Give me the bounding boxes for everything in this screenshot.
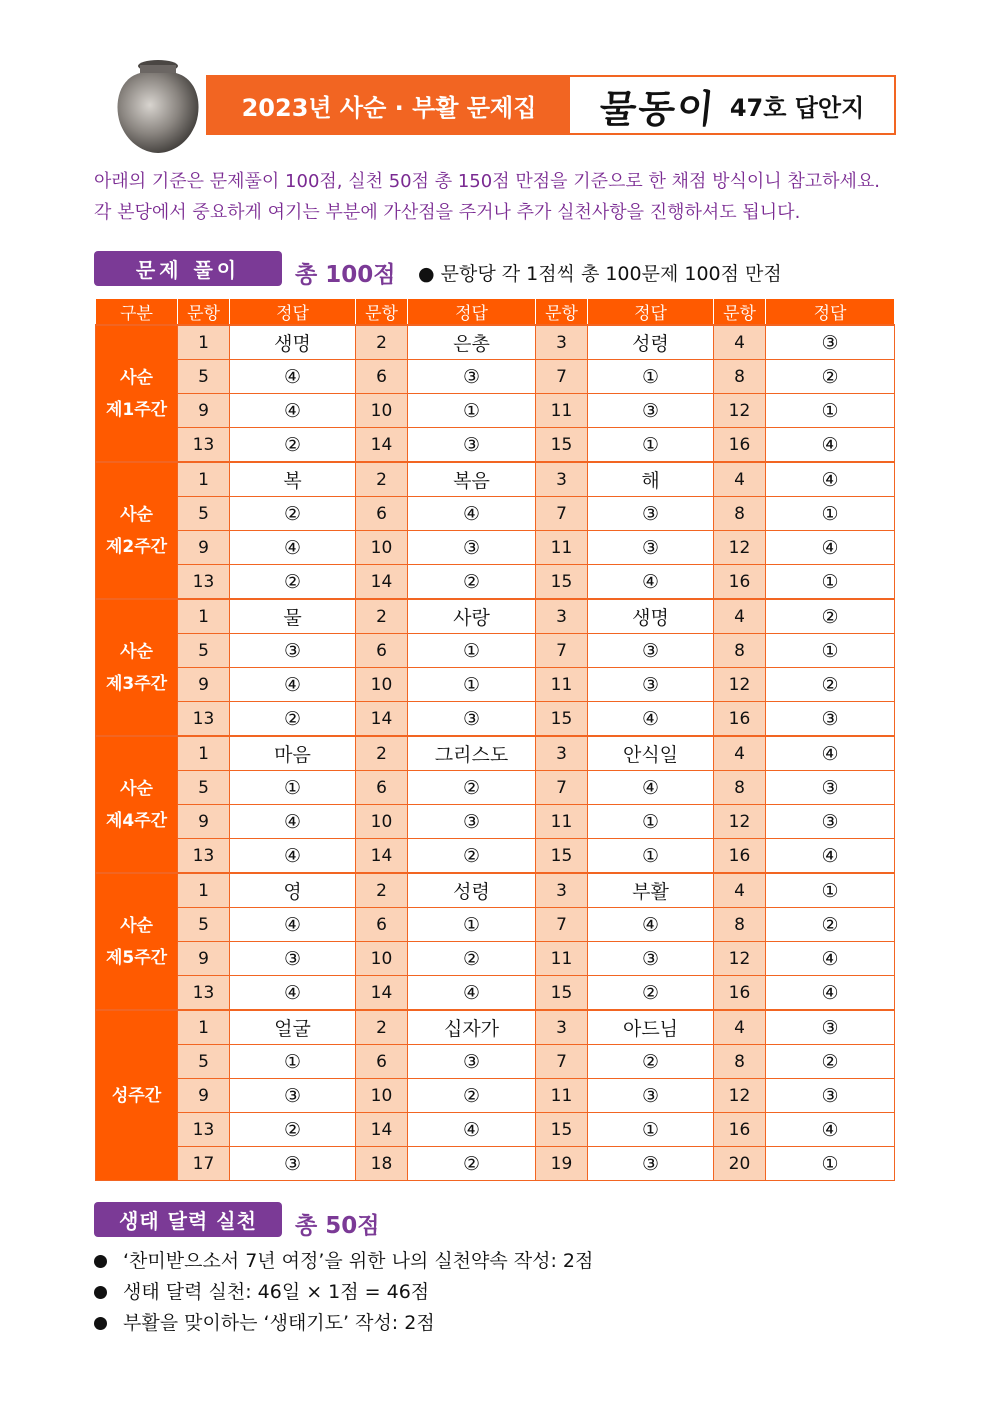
table-row (96, 942, 895, 976)
question-number: 7 (536, 771, 588, 805)
table-header-cell: 정답 (230, 299, 356, 326)
question-number: 9 (178, 1079, 230, 1113)
answer-cell: ④ (408, 497, 536, 531)
answer-cell: ③ (230, 634, 356, 668)
question-number: 7 (536, 497, 588, 531)
answer-cell: ③ (588, 531, 714, 565)
question-number: 6 (356, 908, 408, 942)
question-number: 8 (714, 1045, 766, 1079)
question-number: 2 (356, 599, 408, 634)
question-number: 2 (356, 325, 408, 360)
table-header-cell: 문항 (536, 299, 588, 326)
section-practice-label: 생태 달력 실천 (94, 1202, 282, 1237)
question-number: 3 (536, 1010, 588, 1045)
question-number: 6 (356, 771, 408, 805)
answer-cell: ④ (766, 736, 895, 771)
question-number: 14 (356, 702, 408, 737)
answer-cell: 안식일 (588, 736, 714, 771)
answer-cell: ④ (230, 976, 356, 1011)
question-number: 11 (536, 942, 588, 976)
table-header-cell: 구분 (96, 299, 178, 326)
answer-cell: ② (766, 599, 895, 634)
answer-cell: ① (588, 839, 714, 874)
answer-cell: ③ (408, 1045, 536, 1079)
table-row (96, 1113, 895, 1147)
intro-text (94, 166, 894, 228)
question-number: 13 (178, 428, 230, 463)
answer-cell: ④ (588, 702, 714, 737)
answer-cell: 영 (230, 873, 356, 908)
answer-cell: 그리스도 (408, 736, 536, 771)
answer-cell: ③ (588, 668, 714, 702)
question-number: 12 (714, 394, 766, 428)
table-row (96, 1010, 895, 1045)
answer-cell: ① (766, 565, 895, 600)
table-header-cell: 정답 (766, 299, 895, 326)
answer-cell: 얼굴 (230, 1010, 356, 1045)
answer-cell: ③ (408, 360, 536, 394)
answer-cell: ① (588, 1113, 714, 1147)
question-number: 9 (178, 805, 230, 839)
answer-table (95, 298, 895, 1181)
answer-cell: ① (408, 634, 536, 668)
answer-cell: 성령 (588, 325, 714, 360)
practice-bullets (94, 1246, 593, 1339)
group-label-line: 사순 (120, 778, 153, 799)
question-number: 14 (356, 565, 408, 600)
answer-cell: ④ (766, 531, 895, 565)
question-number: 15 (536, 565, 588, 600)
question-number: 10 (356, 668, 408, 702)
question-number: 14 (356, 839, 408, 874)
question-number: 4 (714, 873, 766, 908)
table-row (96, 702, 895, 737)
question-number: 1 (178, 736, 230, 771)
question-number: 4 (714, 462, 766, 497)
answer-cell: ④ (766, 1113, 895, 1147)
question-number: 18 (356, 1147, 408, 1181)
answer-cell: ③ (766, 325, 895, 360)
question-number: 13 (178, 1113, 230, 1147)
answer-cell: ③ (408, 805, 536, 839)
question-number: 10 (356, 394, 408, 428)
question-number: 1 (178, 325, 230, 360)
question-number: 11 (536, 531, 588, 565)
answer-cell: ③ (230, 1079, 356, 1113)
table-header-cell: 문항 (356, 299, 408, 326)
jar-illustration (112, 57, 204, 155)
intro-line-2: 각 본당에서 중요하게 여기는 부분에 가산점을 주거나 추가 실천사항을 진행하셔도 됩니다. (94, 202, 801, 223)
question-number: 5 (178, 497, 230, 531)
answer-cell: ③ (230, 942, 356, 976)
answer-cell: ① (766, 634, 895, 668)
question-number: 7 (536, 360, 588, 394)
answer-cell: ① (588, 428, 714, 463)
answer-cell: ④ (408, 1113, 536, 1147)
bullet-text: ‘찬미받으소서 7년 여정’을 위한 나의 실천약속 작성: 2점 (123, 1250, 594, 1272)
question-number: 12 (714, 942, 766, 976)
group-label-line: 제4주간 (105, 810, 168, 831)
question-number: 6 (356, 360, 408, 394)
answer-cell: ④ (766, 976, 895, 1011)
answer-cell: ③ (408, 531, 536, 565)
answer-cell: 십자가 (408, 1010, 536, 1045)
question-number: 16 (714, 565, 766, 600)
answer-cell: ④ (766, 428, 895, 463)
question-number: 10 (356, 531, 408, 565)
intro-line-1: 아래의 기준은 문제풀이 100점, 실천 50점 총 150점 만점을 기준으로 한 채점 방식이니 참고하세요. (94, 171, 881, 192)
answer-cell: ① (766, 394, 895, 428)
bullet-text: 생태 달력 실천: 46일 × 1점 = 46점 (123, 1281, 430, 1303)
question-number: 12 (714, 1079, 766, 1113)
question-number: 6 (356, 634, 408, 668)
answer-cell: 은총 (408, 325, 536, 360)
table-row (96, 771, 895, 805)
table-header-cell: 문항 (178, 299, 230, 326)
table-row (96, 394, 895, 428)
table-row (96, 428, 895, 463)
answer-cell: ④ (588, 908, 714, 942)
table-row (96, 325, 895, 360)
question-number: 16 (714, 976, 766, 1011)
answer-cell: ② (230, 565, 356, 600)
question-number: 4 (714, 736, 766, 771)
question-number: 2 (356, 1010, 408, 1045)
question-number: 19 (536, 1147, 588, 1181)
table-header-cell: 문항 (714, 299, 766, 326)
section-quiz-label: 문제 풀이 (94, 251, 282, 286)
bullet-text: 부활을 맞이하는 ‘생태기도’ 작성: 2점 (123, 1312, 435, 1334)
answer-cell: ④ (230, 360, 356, 394)
answer-cell: ④ (230, 668, 356, 702)
answer-cell: ② (408, 771, 536, 805)
answer-cell: ③ (766, 805, 895, 839)
answer-cell: ② (766, 668, 895, 702)
answer-cell: ② (408, 942, 536, 976)
question-number: 5 (178, 908, 230, 942)
question-number: 8 (714, 634, 766, 668)
group-label-line: 제3주간 (105, 673, 168, 694)
question-number: 15 (536, 702, 588, 737)
answer-cell: ③ (766, 771, 895, 805)
group-label-line: 제2주간 (105, 536, 168, 557)
group-label (96, 462, 178, 599)
bullet-dot-icon (94, 1255, 107, 1268)
question-number: 7 (536, 634, 588, 668)
answer-cell: ④ (766, 462, 895, 497)
answer-cell: ① (230, 771, 356, 805)
question-number: 20 (714, 1147, 766, 1181)
answer-cell: ② (766, 908, 895, 942)
question-number: 4 (714, 325, 766, 360)
answer-cell: 아드님 (588, 1010, 714, 1045)
answer-cell: ③ (588, 1079, 714, 1113)
question-number: 14 (356, 1113, 408, 1147)
group-label (96, 325, 178, 462)
table-row (96, 1079, 895, 1113)
group-label-line: 사순 (120, 915, 153, 936)
section-quiz-total: 총 100점 (295, 262, 396, 288)
table-header-row (96, 299, 895, 326)
answer-cell: ④ (230, 839, 356, 874)
question-number: 2 (356, 462, 408, 497)
table-row (96, 1147, 895, 1181)
question-number: 4 (714, 1010, 766, 1045)
header-title: 2023년 사순 · 부활 문제집 (208, 77, 570, 133)
question-number: 6 (356, 497, 408, 531)
table-row (96, 873, 895, 908)
question-number: 13 (178, 565, 230, 600)
question-number: 5 (178, 1045, 230, 1079)
question-number: 15 (536, 976, 588, 1011)
answer-cell: ③ (766, 702, 895, 737)
answer-cell: ④ (230, 908, 356, 942)
section-practice-total: 총 50점 (295, 1213, 380, 1239)
answer-cell: ① (230, 1045, 356, 1079)
group-label (96, 736, 178, 873)
question-number: 10 (356, 942, 408, 976)
answer-cell: ① (766, 1147, 895, 1181)
answer-cell: ③ (408, 702, 536, 737)
answer-cell: 생명 (230, 325, 356, 360)
question-number: 11 (536, 805, 588, 839)
group-label (96, 1010, 178, 1181)
issue-label: 47호 답안지 (729, 93, 865, 122)
table-row (96, 634, 895, 668)
question-number: 8 (714, 908, 766, 942)
answer-cell: 사랑 (408, 599, 536, 634)
answer-cell: ① (408, 394, 536, 428)
section-quiz-note: ● 문항당 각 1점씩 총 100문제 100점 만점 (418, 263, 782, 285)
question-number: 11 (536, 668, 588, 702)
group-label-line: 사순 (120, 367, 153, 388)
answer-cell: ④ (766, 839, 895, 874)
answer-cell: ② (408, 839, 536, 874)
bullet-dot-icon (94, 1286, 107, 1299)
brand-logo: 물동이 (597, 85, 718, 131)
table-row (96, 1045, 895, 1079)
question-number: 15 (536, 839, 588, 874)
table-row (96, 805, 895, 839)
question-number: 15 (536, 428, 588, 463)
question-number: 9 (178, 942, 230, 976)
table-row (96, 668, 895, 702)
group-label-line: 제1주간 (105, 399, 168, 420)
answer-cell: 마음 (230, 736, 356, 771)
answer-cell: ① (766, 873, 895, 908)
answer-cell: ① (408, 908, 536, 942)
answer-cell: ② (408, 565, 536, 600)
group-label-line: 제5주간 (105, 947, 168, 968)
answer-cell: ③ (588, 1147, 714, 1181)
answer-cell: 복음 (408, 462, 536, 497)
question-number: 9 (178, 394, 230, 428)
answer-cell: ② (766, 360, 895, 394)
question-number: 16 (714, 1113, 766, 1147)
table-row (96, 497, 895, 531)
bullet-dot-icon (94, 1317, 107, 1330)
group-label (96, 873, 178, 1010)
question-number: 7 (536, 1045, 588, 1079)
question-number: 1 (178, 462, 230, 497)
question-number: 3 (536, 873, 588, 908)
question-number: 6 (356, 1045, 408, 1079)
answer-cell: ③ (588, 634, 714, 668)
answer-cell: ④ (230, 805, 356, 839)
question-number: 3 (536, 325, 588, 360)
question-number: 4 (714, 599, 766, 634)
group-label-line: 성주간 (111, 1085, 162, 1106)
question-number: 13 (178, 839, 230, 874)
question-number: 15 (536, 1113, 588, 1147)
question-number: 3 (536, 599, 588, 634)
question-number: 8 (714, 771, 766, 805)
answer-cell: ④ (230, 394, 356, 428)
answer-cell: ③ (588, 497, 714, 531)
question-number: 11 (536, 394, 588, 428)
table-row (96, 736, 895, 771)
question-number: 5 (178, 771, 230, 805)
group-label (96, 599, 178, 736)
answer-cell: ③ (766, 1079, 895, 1113)
answer-cell: ② (588, 1045, 714, 1079)
table-row (96, 462, 895, 497)
answer-cell: ② (230, 497, 356, 531)
question-number: 12 (714, 805, 766, 839)
table-row (96, 908, 895, 942)
question-number: 3 (536, 462, 588, 497)
answer-cell: ③ (588, 942, 714, 976)
bullet-item (94, 1308, 593, 1339)
question-number: 16 (714, 702, 766, 737)
answer-cell: ② (408, 1079, 536, 1113)
bullet-item (94, 1277, 593, 1308)
answer-cell: ④ (588, 565, 714, 600)
answer-cell: ② (230, 1113, 356, 1147)
answer-cell: ④ (766, 942, 895, 976)
table-row (96, 531, 895, 565)
answer-cell: ② (230, 428, 356, 463)
question-number: 2 (356, 736, 408, 771)
question-number: 10 (356, 1079, 408, 1113)
question-number: 8 (714, 360, 766, 394)
question-number: 14 (356, 428, 408, 463)
answer-cell: ④ (230, 531, 356, 565)
question-number: 14 (356, 976, 408, 1011)
table-row (96, 976, 895, 1011)
header-banner (206, 75, 896, 135)
answer-cell: 해 (588, 462, 714, 497)
header-right (570, 77, 894, 133)
answer-cell: 성령 (408, 873, 536, 908)
question-number: 12 (714, 668, 766, 702)
question-number: 5 (178, 360, 230, 394)
bullet-item (94, 1246, 593, 1277)
answer-cell: ③ (230, 1147, 356, 1181)
question-number: 9 (178, 531, 230, 565)
question-number: 16 (714, 839, 766, 874)
answer-cell: 생명 (588, 599, 714, 634)
question-number: 13 (178, 976, 230, 1011)
question-number: 1 (178, 1010, 230, 1045)
answer-cell: ① (588, 360, 714, 394)
question-number: 13 (178, 702, 230, 737)
answer-cell: ② (230, 702, 356, 737)
table-row (96, 360, 895, 394)
question-number: 16 (714, 428, 766, 463)
question-number: 2 (356, 873, 408, 908)
table-row (96, 565, 895, 600)
answer-cell: ① (588, 805, 714, 839)
answer-cell: ③ (766, 1010, 895, 1045)
question-number: 9 (178, 668, 230, 702)
answer-cell: ③ (588, 394, 714, 428)
answer-cell: ③ (408, 428, 536, 463)
table-header-cell: 정답 (588, 299, 714, 326)
answer-cell: ② (588, 976, 714, 1011)
question-number: 7 (536, 908, 588, 942)
question-number: 11 (536, 1079, 588, 1113)
answer-cell: ② (766, 1045, 895, 1079)
group-label-line: 사순 (120, 504, 153, 525)
answer-cell: 복 (230, 462, 356, 497)
table-row (96, 839, 895, 874)
answer-cell: ① (766, 497, 895, 531)
question-number: 1 (178, 599, 230, 634)
table-row (96, 599, 895, 634)
answer-cell: ④ (588, 771, 714, 805)
question-number: 17 (178, 1147, 230, 1181)
answer-cell: ④ (408, 976, 536, 1011)
answer-cell: 부활 (588, 873, 714, 908)
answer-cell: ① (408, 668, 536, 702)
answer-cell: 물 (230, 599, 356, 634)
question-number: 3 (536, 736, 588, 771)
question-number: 5 (178, 634, 230, 668)
answer-cell: ② (408, 1147, 536, 1181)
question-number: 10 (356, 805, 408, 839)
question-number: 1 (178, 873, 230, 908)
question-number: 8 (714, 497, 766, 531)
group-label-line: 사순 (120, 641, 153, 662)
question-number: 12 (714, 531, 766, 565)
table-header-cell: 정답 (408, 299, 536, 326)
